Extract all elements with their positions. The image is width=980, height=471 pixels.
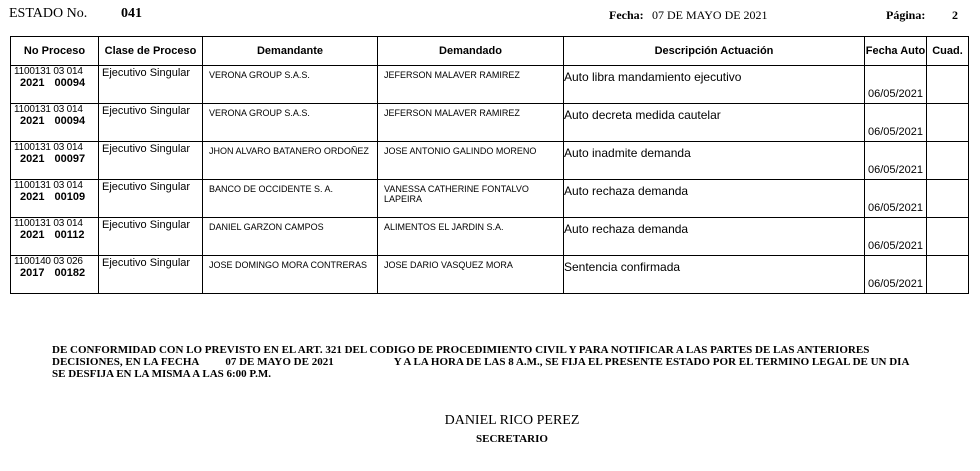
cell-clase — [99, 142, 203, 180]
demandante-text: JHON ALVARO BATANERO ORDOÑEZ — [209, 146, 369, 156]
pagina-label: Página: — [886, 8, 926, 22]
demandado-text: JOSE ANTONIO GALINDO MORENO — [384, 146, 537, 156]
cell-clase — [99, 66, 203, 104]
cell-no-proceso — [11, 66, 99, 104]
col-header-descripcion: Descripción Actuación — [564, 37, 865, 66]
col-header-cuad: Cuad. — [927, 37, 969, 66]
estado-number: 041 — [121, 6, 142, 21]
table-row — [11, 256, 969, 294]
cell-cuad — [927, 256, 969, 294]
proceso-number: 00112 — [54, 229, 85, 241]
cell-clase — [99, 180, 203, 218]
descripcion-text: Auto rechaza demanda — [564, 184, 689, 198]
cell-demandante — [203, 256, 378, 294]
notice-date: 07 DE MAYO DE 2021 — [225, 356, 334, 368]
notice-text — [52, 344, 922, 380]
descripcion-text: Auto libra mandamiento ejecutivo — [564, 70, 742, 84]
signer-title: SECRETARIO — [476, 433, 548, 445]
cell-fecha-auto: 06/05/2021 — [865, 142, 927, 180]
col-header-no-proceso: No Proceso — [11, 37, 99, 66]
demandante-text: VERONA GROUP S.A.S. — [209, 108, 310, 118]
cell-descripcion — [564, 104, 865, 142]
cell-demandante — [203, 142, 378, 180]
cell-fecha-auto: 06/05/2021 — [865, 104, 927, 142]
table-header-row — [11, 37, 969, 66]
cell-fecha-auto: 06/05/2021 — [865, 66, 927, 104]
proceso-number: 00097 — [54, 153, 86, 165]
col-header-fecha-auto: Fecha Auto — [865, 37, 927, 66]
signer-name: DANIEL RICO PEREZ — [444, 413, 580, 428]
cell-no-proceso — [11, 142, 99, 180]
descripcion-text: Auto inadmite demanda — [564, 146, 691, 160]
proceso-year: 2021 — [20, 77, 45, 89]
col-header-demandado: Demandado — [378, 37, 564, 66]
estado-table — [10, 36, 969, 294]
cell-descripcion — [564, 218, 865, 256]
cell-fecha-auto: 06/05/2021 — [865, 218, 927, 256]
col-header-clase: Clase de Proceso — [99, 37, 203, 66]
demandado-text: JOSE DARIO VASQUEZ MORA — [384, 260, 513, 270]
clase-text: Ejecutivo Singular — [102, 181, 191, 193]
cell-no-proceso — [11, 256, 99, 294]
descripcion-text: Sentencia confirmada — [564, 260, 681, 274]
clase-text: Ejecutivo Singular — [102, 67, 191, 79]
cell-demandado — [378, 66, 564, 104]
cell-cuad — [927, 180, 969, 218]
proceso-code: 1100131 03 014 — [14, 104, 83, 115]
proceso-code: 1100131 03 014 — [14, 66, 83, 77]
cell-demandado — [378, 256, 564, 294]
cell-clase — [99, 218, 203, 256]
proceso-year: 2021 — [20, 191, 45, 203]
cell-demandado — [378, 142, 564, 180]
demandante-text: VERONA GROUP S.A.S. — [209, 70, 310, 80]
cell-cuad — [927, 104, 969, 142]
proceso-year-number — [11, 115, 98, 127]
cell-demandante — [203, 66, 378, 104]
clase-text: Ejecutivo Singular — [102, 257, 191, 269]
demandado-text: JEFERSON MALAVER RAMIREZ — [384, 108, 520, 118]
demandante-text: DANIEL GARZON CAMPOS — [209, 222, 324, 232]
fecha-value: 07 DE MAYO DE 2021 — [652, 8, 768, 22]
clase-text: Ejecutivo Singular — [102, 105, 191, 117]
proceso-code: 1100131 03 014 — [14, 142, 83, 153]
clase-text: Ejecutivo Singular — [102, 143, 191, 155]
proceso-number: 00094 — [54, 77, 86, 89]
cell-demandado — [378, 104, 564, 142]
cell-demandado — [378, 180, 564, 218]
fecha-label: Fecha: — [609, 8, 644, 22]
estado-label: ESTADO No. — [9, 6, 88, 21]
demandante-text: BANCO DE OCCIDENTE S. A. — [209, 184, 334, 194]
table-row — [11, 142, 969, 180]
notice-part2: Y A LA HORA DE LAS 8 A.M., SE FIJA EL PRESENTE ESTADO POR EL TERMINO LEGAL DE UN DIA SE DESFIJA EN LA MISMA A LAS 6:00 P.M. — [52, 356, 909, 380]
cell-demandado — [378, 218, 564, 256]
descripcion-text: Auto rechaza demanda — [564, 222, 689, 236]
cell-no-proceso — [11, 218, 99, 256]
proceso-year-number — [11, 153, 98, 165]
cell-no-proceso — [11, 180, 99, 218]
table-row — [11, 66, 969, 104]
demandado-text: JEFERSON MALAVER RAMIREZ — [384, 70, 520, 80]
cell-demandante — [203, 218, 378, 256]
proceso-year: 2017 — [20, 267, 45, 279]
cell-cuad — [927, 218, 969, 256]
pagina-value: 2 — [952, 8, 958, 22]
cell-descripcion — [564, 66, 865, 104]
proceso-year: 2021 — [20, 115, 45, 127]
proceso-year-number — [11, 77, 98, 89]
demandante-text: JOSE DOMINGO MORA CONTRERAS — [209, 260, 368, 270]
cell-fecha-auto: 06/05/2021 — [865, 256, 927, 294]
proceso-year: 2021 — [20, 229, 45, 241]
descripcion-text: Auto decreta medida cautelar — [564, 108, 721, 122]
cell-cuad — [927, 142, 969, 180]
proceso-year-number — [11, 191, 98, 203]
cell-demandante — [203, 180, 378, 218]
table-row — [11, 218, 969, 256]
demandado-text: VANESSA CATHERINE FONTALVO LAPEIRA — [384, 184, 529, 204]
table-row — [11, 180, 969, 218]
cell-fecha-auto: 06/05/2021 — [865, 180, 927, 218]
cell-clase — [99, 104, 203, 142]
proceso-year: 2021 — [20, 153, 45, 165]
col-header-demandante: Demandante — [203, 37, 378, 66]
clase-text: Ejecutivo Singular — [102, 219, 191, 231]
cell-no-proceso — [11, 104, 99, 142]
cell-demandante — [203, 104, 378, 142]
proceso-year-number — [11, 229, 98, 241]
proceso-number: 00182 — [54, 267, 86, 279]
proceso-number: 00094 — [54, 115, 86, 127]
proceso-code: 1100131 03 014 — [14, 218, 83, 229]
cell-descripcion — [564, 142, 865, 180]
proceso-code: 1100131 03 014 — [14, 180, 83, 191]
demandado-text: ALIMENTOS EL JARDIN S.A. — [384, 222, 504, 232]
cell-descripcion — [564, 256, 865, 294]
proceso-number: 00109 — [54, 191, 86, 203]
proceso-year-number — [11, 267, 98, 279]
cell-clase — [99, 256, 203, 294]
cell-cuad — [927, 66, 969, 104]
notice-part1: DE CONFORMIDAD CON LO PREVISTO EN EL ART. 321 DEL CODIGO DE PROCEDIMIENTO CIVIL Y PARA NOTIFICAR A LAS PARTES DE LAS ANTERIORES DECISIONES, EN LA FECHA — [52, 344, 870, 368]
cell-descripcion — [564, 180, 865, 218]
proceso-code: 1100140 03 026 — [14, 256, 83, 267]
table-row — [11, 104, 969, 142]
